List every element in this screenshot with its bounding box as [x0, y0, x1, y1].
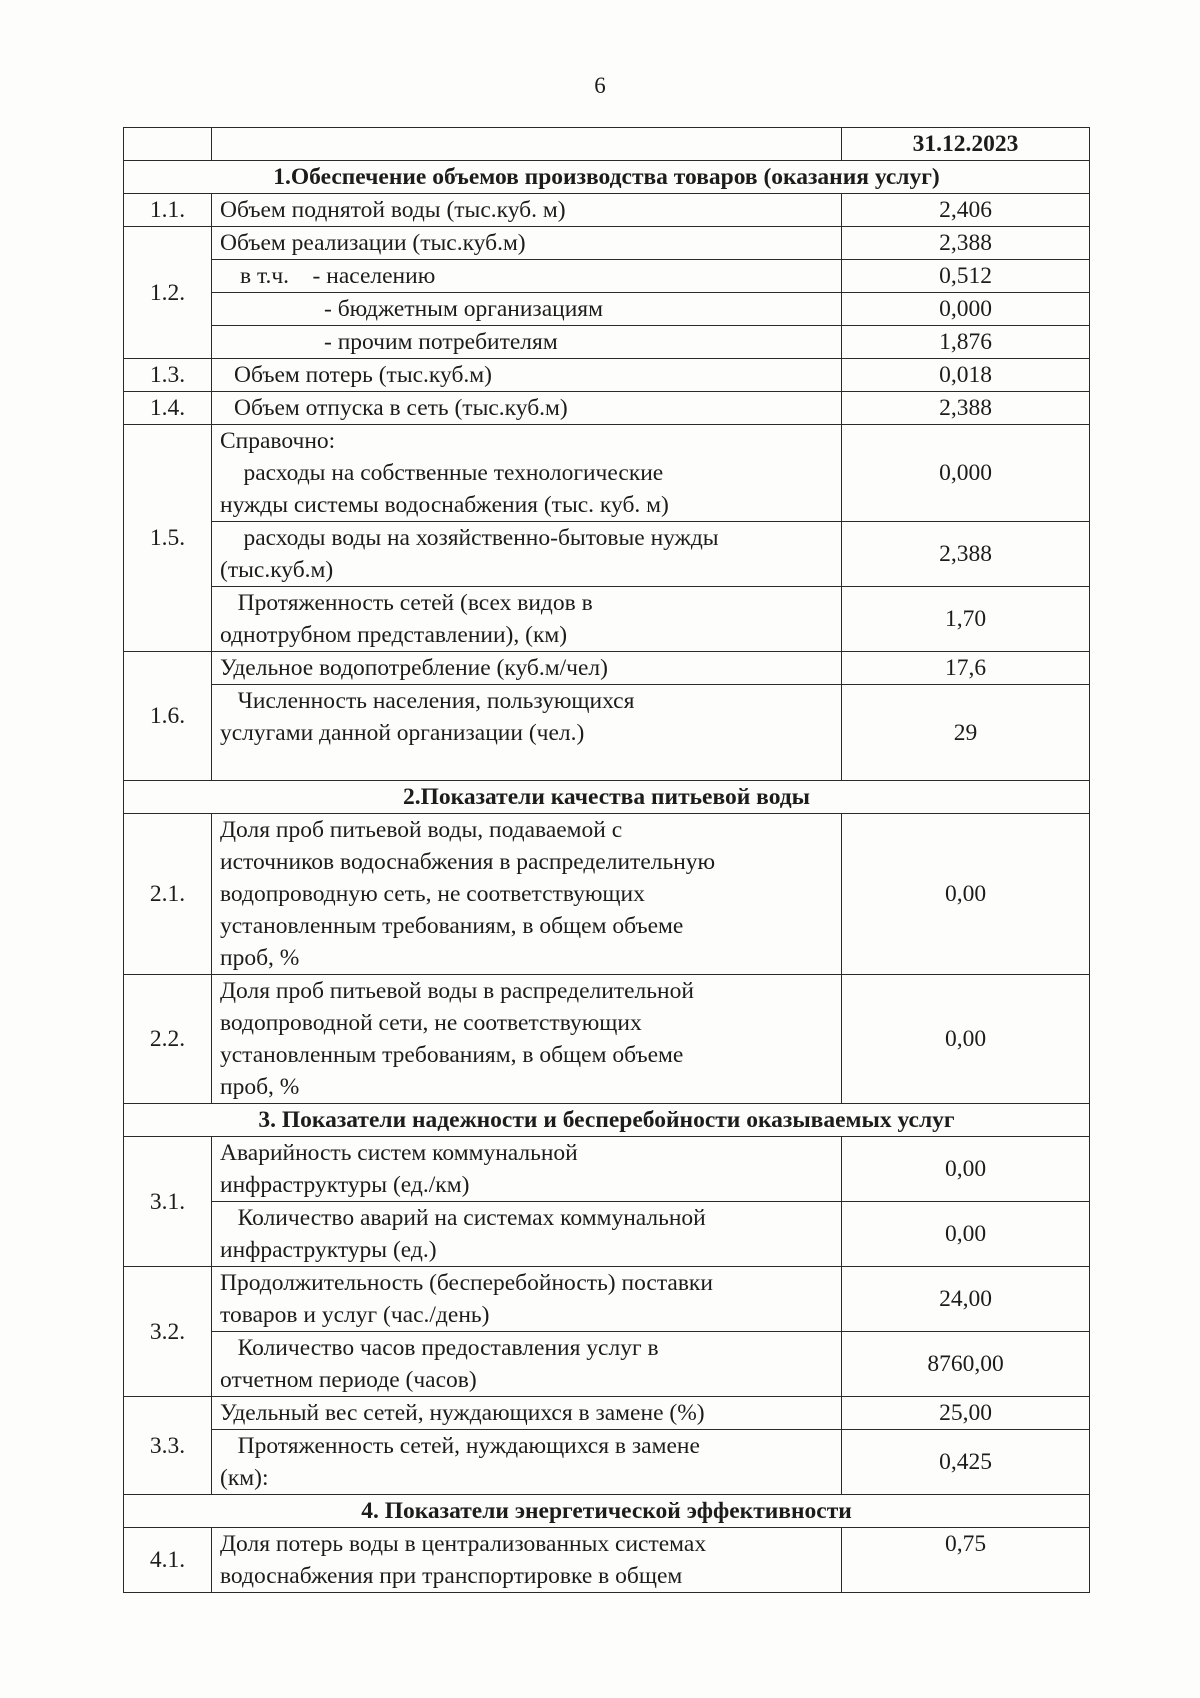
row-value: 24,00 [842, 1267, 1090, 1332]
row-line: (км): [220, 1465, 269, 1491]
table-row [124, 260, 1090, 293]
row-name [212, 260, 842, 293]
row-name [212, 814, 842, 975]
table-header-row [124, 128, 1090, 161]
section-title-4: 4. Показатели энергетической эффективности [124, 1495, 1090, 1528]
header-date-cell: 31.12.2023 [842, 128, 1090, 161]
row-value: 0,00 [842, 1202, 1090, 1267]
table-row [124, 652, 1090, 685]
row-line: услугами данной организации (чел.) [220, 720, 585, 746]
row-line [220, 457, 833, 489]
row-line: (тыс.куб.м) [220, 557, 334, 583]
row-title: Справочно: [220, 428, 336, 454]
row-value: 1,70 [842, 587, 1090, 652]
row-line: товаров и услуг (час./день) [220, 1302, 490, 1328]
row-line: инфраструктуры (ед./км) [220, 1172, 470, 1198]
row-line-text: Количество часов предоставления услуг в [237, 1335, 659, 1361]
table-row [124, 1528, 1090, 1593]
row-name [212, 1430, 842, 1495]
table-row [124, 359, 1090, 392]
row-value: 0,000 [842, 293, 1090, 326]
row-line: проб, % [220, 945, 300, 971]
row-line: однотрубном представлении), (км) [220, 622, 568, 648]
row-name [212, 522, 842, 587]
row-name: - бюджетным организациям [212, 293, 842, 326]
table-row [124, 1267, 1090, 1332]
row-line: установленным требованиям, в общем объеме [220, 913, 684, 939]
row-value: 0,000 [842, 425, 1090, 522]
row-line [220, 1332, 833, 1364]
row-name [212, 425, 842, 522]
table-row [124, 392, 1090, 425]
row-value: 0,00 [842, 814, 1090, 975]
row-name: Объем реализации (тыс.куб.м) [212, 227, 842, 260]
row-line: водопроводную сеть, не соответствующих [220, 881, 645, 907]
row-line [220, 1202, 833, 1234]
section-header-row [124, 161, 1090, 194]
row-line [220, 685, 833, 717]
row-value: 2,388 [842, 227, 1090, 260]
table-row [124, 587, 1090, 652]
row-value: 1,876 [842, 326, 1090, 359]
row-line: проб, % [220, 1074, 300, 1100]
table-row [124, 685, 1090, 781]
row-number: 1.5. [124, 425, 212, 652]
table-row [124, 425, 1090, 522]
row-number: 1.6. [124, 652, 212, 781]
row-number: 2.1. [124, 814, 212, 975]
table-row [124, 1137, 1090, 1202]
row-line [220, 587, 833, 619]
row-value: 0,00 [842, 1137, 1090, 1202]
section-header-row [124, 1104, 1090, 1137]
indicators-table [123, 127, 1090, 1593]
row-number: 1.4. [124, 392, 212, 425]
row-number: 4.1. [124, 1528, 212, 1593]
row-name: Удельное водопотребление (куб.м/чел) [212, 652, 842, 685]
row-number: 3.2. [124, 1267, 212, 1397]
table-row [124, 293, 1090, 326]
row-line: водопроводной сети, не соответствующих [220, 1010, 642, 1036]
row-name [212, 1528, 842, 1593]
row-value: 29 [842, 685, 1090, 781]
header-num-cell [124, 128, 212, 161]
table-row [124, 227, 1090, 260]
section-title-1: 1.Обеспечение объемов производства товаров (оказания услуг) [124, 161, 1090, 194]
row-line: Доля проб питьевой воды, подаваемой с [220, 817, 623, 843]
row-line-text: Протяженность сетей, нуждающихся в замене [237, 1433, 700, 1459]
row-line-text: Количество аварий на системах коммунальной [237, 1205, 706, 1231]
row-line [220, 1430, 833, 1462]
row-line: водоснабжения при транспортировке в общем [220, 1563, 683, 1589]
section-header-row [124, 1495, 1090, 1528]
row-line: Доля потерь воды в централизованных системах [220, 1531, 707, 1557]
section-header-row [124, 781, 1090, 814]
row-value: 0,425 [842, 1430, 1090, 1495]
table-row [124, 522, 1090, 587]
table-row [124, 194, 1090, 227]
row-name: Удельный вес сетей, нуждающихся в замене (%) [212, 1397, 842, 1430]
section-title-3: 3. Показатели надежности и бесперебойности оказываемых услуг [124, 1104, 1090, 1137]
row-line: установленным требованиям, в общем объеме [220, 1042, 684, 1068]
row-value: 0,00 [842, 975, 1090, 1104]
row-name: Объем потерь (тыс.куб.м) [212, 359, 842, 392]
row-line: отчетном периоде (часов) [220, 1367, 477, 1393]
table-row [124, 1202, 1090, 1267]
row-number: 3.3. [124, 1397, 212, 1495]
row-line: нужды системы водоснабжения (тыс. куб. м) [220, 492, 669, 518]
row-value: 2,388 [842, 522, 1090, 587]
page-number: 6 [594, 73, 606, 98]
row-name [212, 1267, 842, 1332]
row-line: инфраструктуры (ед.) [220, 1237, 437, 1263]
row-line-text: Протяженность сетей (всех видов в [237, 590, 593, 616]
row-number: 1.2. [124, 227, 212, 359]
row-line: Продолжительность (бесперебойность) поставки [220, 1270, 713, 1296]
row-line-text: Численность населения, пользующихся [237, 688, 635, 714]
table-row [124, 1397, 1090, 1430]
row-name [212, 587, 842, 652]
table-row [124, 975, 1090, 1104]
row-name [212, 1137, 842, 1202]
table-row [124, 326, 1090, 359]
row-prefix: в т.ч. [240, 263, 290, 289]
table-row [124, 1430, 1090, 1495]
row-line: Аварийность систем коммунальной [220, 1140, 578, 1166]
row-line-text: расходы воды на хозяйственно-бытовые нужды [243, 525, 719, 551]
row-number: 2.2. [124, 975, 212, 1104]
row-value: 8760,00 [842, 1332, 1090, 1397]
row-value: 0,75 [842, 1528, 1090, 1593]
row-line: Доля проб питьевой воды в распределительной [220, 978, 694, 1004]
row-name [212, 975, 842, 1104]
row-name [212, 1202, 842, 1267]
row-value: 17,6 [842, 652, 1090, 685]
row-number: 1.3. [124, 359, 212, 392]
row-value: 2,406 [842, 194, 1090, 227]
section-title-2: 2.Показатели качества питьевой воды [124, 781, 1090, 814]
row-name [212, 1332, 842, 1397]
header-name-cell [212, 128, 842, 161]
table-row [124, 1332, 1090, 1397]
row-subname: - населению [312, 263, 436, 289]
row-line [220, 522, 833, 554]
row-number: 1.1. [124, 194, 212, 227]
row-value: 0,512 [842, 260, 1090, 293]
row-line-text: расходы на собственные технологические [243, 460, 664, 486]
row-value: 0,018 [842, 359, 1090, 392]
row-name: Объем поднятой воды (тыс.куб. м) [212, 194, 842, 227]
row-value: 25,00 [842, 1397, 1090, 1430]
row-number: 3.1. [124, 1137, 212, 1267]
table-row [124, 814, 1090, 975]
row-name: - прочим потребителям [212, 326, 842, 359]
row-name [212, 685, 842, 781]
row-line: источников водоснабжения в распределительную [220, 849, 716, 875]
row-value: 2,388 [842, 392, 1090, 425]
row-name: Объем отпуска в сеть (тыс.куб.м) [212, 392, 842, 425]
